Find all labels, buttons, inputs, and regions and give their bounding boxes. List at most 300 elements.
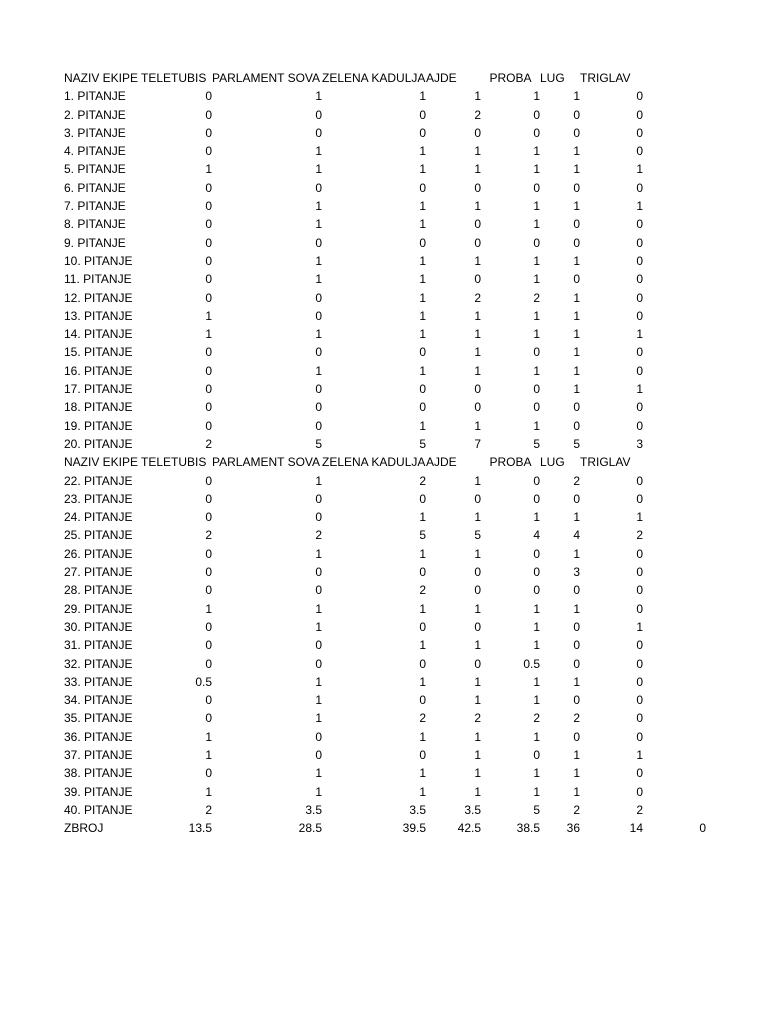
table-row <box>64 398 706 416</box>
empty-cell <box>643 270 706 288</box>
row-label: 32. PITANJE <box>64 656 133 671</box>
score-cell: 0 <box>636 400 643 415</box>
score-cell: 1 <box>474 766 481 781</box>
table-row <box>64 252 706 270</box>
empty-cell <box>643 545 706 563</box>
score-cell: 1 <box>636 619 643 634</box>
score-cell: 36 <box>566 821 580 836</box>
score-cell: 0 <box>419 180 426 195</box>
score-cell: 2 <box>205 528 212 543</box>
score-cell: 0 <box>573 619 580 634</box>
table-row <box>64 307 706 325</box>
score-cell: 1 <box>419 418 426 433</box>
column-header: TRIGLAV <box>580 455 631 470</box>
score-cell: 1 <box>573 327 580 342</box>
score-cell: 1 <box>573 144 580 159</box>
score-cell: 0 <box>205 546 212 561</box>
score-cell: 14 <box>629 821 643 836</box>
score-cell: 1 <box>315 327 322 342</box>
score-cell: 1 <box>474 601 481 616</box>
score-cell: 1 <box>419 144 426 159</box>
column-header: ZELENA KADULJA <box>322 71 426 85</box>
score-cell: 39.5 <box>402 821 426 836</box>
empty-cell <box>643 160 706 178</box>
row-label: ZBROJ <box>64 821 104 836</box>
score-cell: 1 <box>419 510 426 525</box>
score-cell: 0.5 <box>195 674 212 689</box>
score-cell: 2 <box>636 528 643 543</box>
score-cell: 0 <box>205 693 212 708</box>
score-cell: 0 <box>419 345 426 360</box>
empty-cell <box>643 234 706 252</box>
score-cell: 0 <box>636 491 643 506</box>
row-label: 35. PITANJE <box>64 711 133 726</box>
empty-cell <box>643 215 706 233</box>
row-label: 14. PITANJE <box>64 327 133 342</box>
score-cell: 0 <box>315 510 322 525</box>
column-header: TRIGLAV <box>580 71 631 85</box>
score-cell: 0 <box>205 510 212 525</box>
score-cell: 0 <box>636 89 643 104</box>
table-row <box>64 709 706 727</box>
score-cell: 1 <box>573 510 580 525</box>
column-header: NAZIV EKIPE <box>64 455 139 470</box>
empty-cell <box>643 380 706 398</box>
score-cell: 0 <box>205 766 212 781</box>
score-cell: 1 <box>573 253 580 268</box>
row-label: 2. PITANJE <box>64 107 126 122</box>
empty-cell <box>643 600 706 618</box>
table-row <box>64 380 706 398</box>
score-cell: 1 <box>315 674 322 689</box>
row-label: 6. PITANJE <box>64 180 126 195</box>
table-row <box>64 215 706 233</box>
score-cell: 1 <box>474 473 481 488</box>
score-cell: 1 <box>533 162 540 177</box>
score-cell: 0 <box>315 747 322 762</box>
table-row <box>64 270 706 288</box>
empty-cell <box>643 343 706 361</box>
score-cell: 1 <box>315 473 322 488</box>
score-cell: 1 <box>636 510 643 525</box>
row-label: 38. PITANJE <box>64 766 133 781</box>
score-cell: 0 <box>636 729 643 744</box>
empty-cell <box>643 179 706 197</box>
score-cell: 1 <box>573 601 580 616</box>
score-cell: 0 <box>205 199 212 214</box>
table-row <box>64 289 706 307</box>
score-cell: 0 <box>419 747 426 762</box>
score-cell: 0 <box>573 235 580 250</box>
score-cell: 0 <box>205 363 212 378</box>
score-cell: 0 <box>419 565 426 580</box>
score-cell: 1 <box>315 144 322 159</box>
score-cell: 3.5 <box>305 802 322 817</box>
score-cell: 1 <box>474 747 481 762</box>
score-cell: 0 <box>205 89 212 104</box>
score-cell: 0 <box>315 235 322 250</box>
score-cell: 1 <box>315 199 322 214</box>
score-cell: 0 <box>315 382 322 397</box>
table-row <box>64 783 706 801</box>
score-cell: 1 <box>315 546 322 561</box>
score-cell: 1 <box>315 693 322 708</box>
score-cell: 0 <box>315 583 322 598</box>
empty-cell <box>643 453 706 471</box>
score-cell: 1 <box>419 253 426 268</box>
column-header: PROBA <box>489 71 532 85</box>
score-cell: 5 <box>419 528 426 543</box>
score-cell: 0 <box>419 235 426 250</box>
score-cell: 4 <box>533 528 540 543</box>
empty-cell <box>643 197 706 215</box>
score-cell: 3.5 <box>409 802 426 817</box>
score-cell: 1 <box>205 784 212 799</box>
row-label: 4. PITANJE <box>64 144 126 159</box>
score-cell: 3.5 <box>464 802 481 817</box>
score-cell: 1 <box>573 363 580 378</box>
empty-cell <box>643 472 706 490</box>
score-cell: 0 <box>474 565 481 580</box>
score-cell: 0 <box>573 180 580 195</box>
score-cell: 1 <box>205 162 212 177</box>
score-cell: 1 <box>315 253 322 268</box>
score-cell: 0 <box>636 711 643 726</box>
row-label: 29. PITANJE <box>64 601 133 616</box>
column-header: LUG <box>540 455 565 470</box>
row-label: 7. PITANJE <box>64 199 126 214</box>
score-cell: 1 <box>533 144 540 159</box>
score-cell: 1 <box>474 510 481 525</box>
score-cell: 0 <box>636 180 643 195</box>
empty-cell <box>643 508 706 526</box>
score-cell: 1 <box>474 418 481 433</box>
score-cell: 0 <box>533 546 540 561</box>
score-cell: 0 <box>573 400 580 415</box>
score-cell: 5 <box>533 436 540 451</box>
score-cell: 1 <box>533 199 540 214</box>
score-cell: 0 <box>636 308 643 323</box>
score-cell: 0 <box>205 272 212 287</box>
score-cell: 0 <box>573 656 580 671</box>
score-cell: 0 <box>636 125 643 140</box>
score-cell: 1 <box>315 766 322 781</box>
row-label: 39. PITANJE <box>64 784 133 799</box>
empty-cell <box>643 362 706 380</box>
score-cell: 0 <box>419 125 426 140</box>
table-row <box>64 417 706 435</box>
score-cell: 1 <box>419 729 426 744</box>
empty-cell <box>643 728 706 746</box>
row-label: 11. PITANJE <box>64 272 132 287</box>
score-cell: 2 <box>419 583 426 598</box>
score-cell: 0 <box>315 290 322 305</box>
score-cell: 0 <box>205 583 212 598</box>
score-cell: 1 <box>573 345 580 360</box>
score-cell: 0 <box>636 693 643 708</box>
empty-cell <box>643 307 706 325</box>
score-cell: 0 <box>205 656 212 671</box>
score-cell: 1 <box>573 308 580 323</box>
score-cell: 0 <box>636 473 643 488</box>
score-cell: 1 <box>533 766 540 781</box>
column-header: LUG <box>540 71 565 85</box>
row-label: 8. PITANJE <box>64 217 126 232</box>
score-cell: 5 <box>419 436 426 451</box>
score-cell: 0 <box>474 583 481 598</box>
row-label: 22. PITANJE <box>64 473 133 488</box>
score-cell: 42.5 <box>457 821 481 836</box>
score-cell: 1 <box>474 162 481 177</box>
score-cell: 0 <box>205 107 212 122</box>
score-cell: 2 <box>205 436 212 451</box>
score-cell: 1 <box>573 89 580 104</box>
column-header: PARLAMENT SOVA <box>212 71 321 85</box>
score-cell: 0 <box>573 272 580 287</box>
empty-cell <box>643 636 706 654</box>
score-cell: 5 <box>573 436 580 451</box>
score-cell: 0 <box>474 180 481 195</box>
score-cell: 1 <box>474 638 481 653</box>
score-cell: 1 <box>474 253 481 268</box>
score-cell: 1 <box>573 747 580 762</box>
score-cell: 1 <box>533 619 540 634</box>
empty-cell <box>643 618 706 636</box>
empty-cell <box>643 490 706 508</box>
empty-cell <box>643 764 706 782</box>
table-row <box>64 87 706 105</box>
score-cell: 1 <box>533 729 540 744</box>
score-cell: 0 <box>315 125 322 140</box>
score-cell: 1 <box>205 747 212 762</box>
table-row <box>64 563 706 581</box>
score-cell: 5 <box>474 528 481 543</box>
score-cell: 2 <box>474 711 481 726</box>
score-cell: 1 <box>573 199 580 214</box>
score-cell: 1 <box>419 89 426 104</box>
score-cell: 0 <box>533 473 540 488</box>
row-label: 31. PITANJE <box>64 638 133 653</box>
score-cell: 1 <box>419 217 426 232</box>
empty-cell <box>643 801 706 819</box>
row-label: 23. PITANJE <box>64 491 133 506</box>
score-cell: 1 <box>205 601 212 616</box>
score-cell: 1 <box>315 89 322 104</box>
empty-cell <box>643 69 706 87</box>
row-label: 19. PITANJE <box>64 418 133 433</box>
score-cell: 1 <box>419 162 426 177</box>
table-row <box>64 618 706 636</box>
score-cell: 0 <box>533 565 540 580</box>
score-cell: 0 <box>474 272 481 287</box>
score-cell: 1 <box>533 601 540 616</box>
score-cell: 7 <box>474 436 481 451</box>
score-cell: 0 <box>573 583 580 598</box>
score-cell: 0 <box>636 638 643 653</box>
row-label: 37. PITANJE <box>64 747 133 762</box>
empty-cell <box>643 106 706 124</box>
column-header: PARLAMENT SOVA <box>212 455 321 470</box>
score-cell: 1 <box>474 693 481 708</box>
score-cell: 1 <box>315 601 322 616</box>
score-cell: 2 <box>533 711 540 726</box>
score-cell: 1 <box>419 308 426 323</box>
score-cell: 1 <box>533 272 540 287</box>
row-label: 12. PITANJE <box>64 290 133 305</box>
score-cell: 1 <box>419 199 426 214</box>
table-row <box>64 435 706 453</box>
row-label: 26. PITANJE <box>64 546 133 561</box>
score-cell: 0 <box>699 821 706 836</box>
table-row <box>64 124 706 142</box>
score-cell: 1 <box>419 638 426 653</box>
row-label: 17. PITANJE <box>64 382 133 397</box>
table-row <box>64 472 706 490</box>
score-cell: 38.5 <box>516 821 540 836</box>
empty-cell <box>643 325 706 343</box>
row-label: 36. PITANJE <box>64 729 133 744</box>
row-label: 18. PITANJE <box>64 400 133 415</box>
score-cell: 0 <box>315 107 322 122</box>
score-cell: 0 <box>419 382 426 397</box>
score-cell: 0 <box>205 418 212 433</box>
score-cell: 0 <box>636 144 643 159</box>
score-cell: 1 <box>419 272 426 287</box>
score-cell: 1 <box>573 784 580 799</box>
score-cell: 1 <box>533 510 540 525</box>
header-row <box>64 453 706 471</box>
score-cell: 0 <box>205 235 212 250</box>
empty-cell <box>643 673 706 691</box>
score-cell: 1 <box>533 784 540 799</box>
score-cell: 1 <box>474 89 481 104</box>
score-cell: 0 <box>636 290 643 305</box>
score-cell: 0 <box>205 638 212 653</box>
score-cell: 0 <box>205 180 212 195</box>
score-cell: 2 <box>419 711 426 726</box>
score-cell: 1 <box>315 784 322 799</box>
row-label: 25. PITANJE <box>64 528 133 543</box>
score-cell: 3 <box>636 436 643 451</box>
row-label: 5. PITANJE <box>64 162 126 177</box>
score-cell: 0 <box>533 400 540 415</box>
score-cell: 1 <box>419 601 426 616</box>
empty-cell <box>643 87 706 105</box>
score-cell: 2 <box>533 290 540 305</box>
column-header: NAZIV EKIPE <box>64 71 139 85</box>
score-cell: 0 <box>315 308 322 323</box>
score-cell: 0 <box>315 565 322 580</box>
column-header: TELETUBIS <box>141 455 207 470</box>
score-cell: 1 <box>315 619 322 634</box>
score-cell: 0 <box>419 619 426 634</box>
table-row <box>64 362 706 380</box>
row-label: 20. PITANJE <box>64 436 133 451</box>
score-cell: 1 <box>474 546 481 561</box>
row-label: 33. PITANJE <box>64 674 133 689</box>
table-row <box>64 673 706 691</box>
score-cell: 1 <box>533 308 540 323</box>
table-row <box>64 819 706 837</box>
score-cell: 1 <box>573 290 580 305</box>
score-cell: 0 <box>533 491 540 506</box>
score-cell: 0 <box>474 382 481 397</box>
score-cell: 1 <box>315 272 322 287</box>
score-cell: 0 <box>636 565 643 580</box>
score-cell: 0 <box>205 711 212 726</box>
score-cell: 0 <box>533 107 540 122</box>
score-cell: 0 <box>636 217 643 232</box>
score-cell: 1 <box>419 327 426 342</box>
score-cell: 1 <box>533 674 540 689</box>
row-label: 24. PITANJE <box>64 510 133 525</box>
score-cell: 0 <box>533 747 540 762</box>
score-cell: 0 <box>636 345 643 360</box>
header-row <box>64 69 706 87</box>
score-cell: 2 <box>573 473 580 488</box>
score-cell: 1 <box>636 747 643 762</box>
score-cell: 0 <box>205 125 212 140</box>
score-cell: 1 <box>636 162 643 177</box>
empty-cell <box>643 435 706 453</box>
score-cell: 1 <box>474 784 481 799</box>
row-label: 30. PITANJE <box>64 619 133 634</box>
table-row <box>64 197 706 215</box>
empty-cell <box>643 709 706 727</box>
table-row <box>64 581 706 599</box>
table-row <box>64 691 706 709</box>
score-cell: 1 <box>315 363 322 378</box>
score-cell: 1 <box>533 638 540 653</box>
score-cell: 5 <box>315 436 322 451</box>
score-cell: 1 <box>636 382 643 397</box>
score-cell: 1 <box>573 382 580 397</box>
score-cell: 1 <box>315 162 322 177</box>
score-cell: 0 <box>474 619 481 634</box>
score-cell: 1 <box>474 729 481 744</box>
column-header: AJDE <box>426 455 457 470</box>
score-cell: 0 <box>315 180 322 195</box>
column-header: ZELENA KADULJA <box>322 455 426 470</box>
empty-cell <box>643 655 706 673</box>
table-row <box>64 179 706 197</box>
row-label: 40. PITANJE <box>64 802 133 817</box>
score-cell: 0 <box>533 180 540 195</box>
table-row <box>64 160 706 178</box>
table-row <box>64 325 706 343</box>
row-label: 34. PITANJE <box>64 693 133 708</box>
table-row <box>64 545 706 563</box>
score-table <box>64 69 706 837</box>
score-cell: 0 <box>315 400 322 415</box>
score-cell: 0 <box>573 491 580 506</box>
score-cell: 0 <box>573 729 580 744</box>
empty-cell <box>643 252 706 270</box>
score-cell: 0 <box>315 418 322 433</box>
table-row <box>64 490 706 508</box>
score-cell: 1 <box>573 162 580 177</box>
score-cell: 0 <box>636 766 643 781</box>
score-cell: 0 <box>636 784 643 799</box>
score-cell: 0 <box>315 638 322 653</box>
score-cell: 0 <box>573 418 580 433</box>
score-cell: 0 <box>636 418 643 433</box>
score-cell: 1 <box>533 418 540 433</box>
empty-cell <box>643 398 706 416</box>
score-cell: 0 <box>205 290 212 305</box>
table-row <box>64 636 706 654</box>
score-cell: 1 <box>474 308 481 323</box>
